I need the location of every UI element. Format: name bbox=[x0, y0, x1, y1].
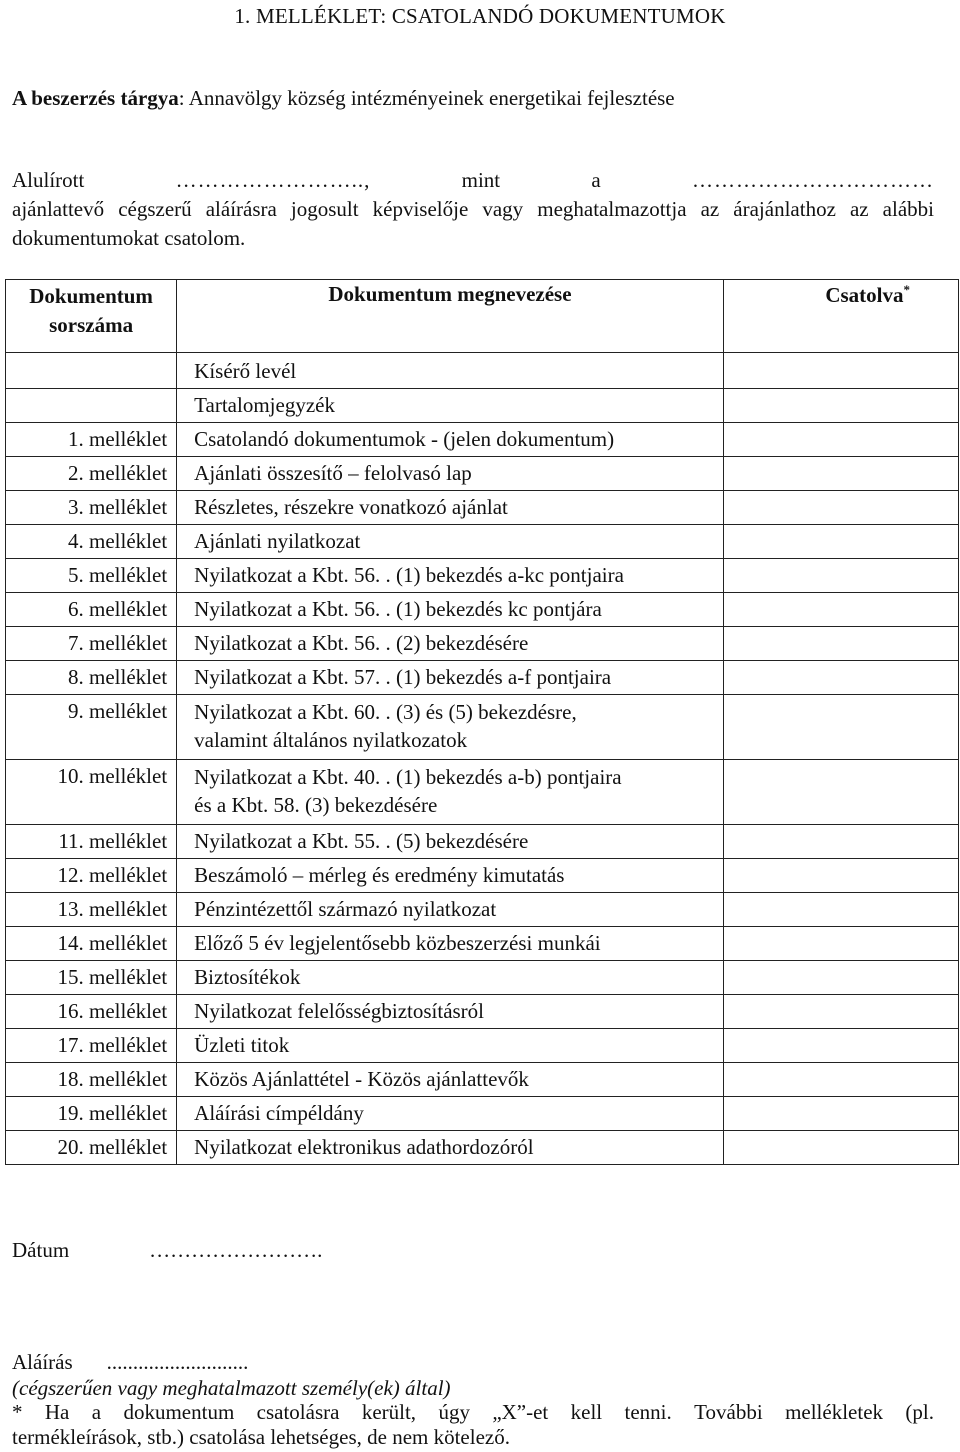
doc-number-cell bbox=[6, 353, 177, 389]
attached-cell bbox=[723, 1131, 958, 1165]
doc-name-cell bbox=[177, 457, 724, 491]
footnote-word: dokumentum bbox=[123, 1400, 235, 1424]
attached-cell bbox=[723, 661, 958, 695]
table-row bbox=[6, 661, 959, 695]
doc-number-cell: 1. melléklet bbox=[6, 423, 177, 457]
attached-cell bbox=[723, 457, 958, 491]
footnote-word: került, bbox=[361, 1400, 417, 1424]
doc-name-cell bbox=[177, 423, 724, 457]
intro-dots-company: …………………………… bbox=[692, 168, 934, 192]
table-row bbox=[6, 859, 959, 893]
doc-number-cell: 15. melléklet bbox=[6, 961, 177, 995]
attached-cell bbox=[723, 961, 958, 995]
doc-number-cell: 3. melléklet bbox=[6, 491, 177, 525]
doc-name-line1: Előző 5 év legjelentősebb közbeszerzési munkái bbox=[194, 931, 601, 955]
doc-number-cell: 17. melléklet bbox=[6, 1029, 177, 1063]
footnote-word: Ha bbox=[44, 1400, 70, 1424]
date-dots: ……………………. bbox=[149, 1238, 323, 1262]
table-row bbox=[6, 389, 959, 423]
header-doc-number bbox=[6, 280, 177, 353]
doc-name-cell bbox=[177, 859, 724, 893]
footnote-word: mellékletek bbox=[785, 1400, 884, 1424]
attached-cell bbox=[723, 559, 958, 593]
doc-name-line1: Nyilatkozat a Kbt. 57. . (1) bekezdés a-f pontjaira bbox=[194, 665, 612, 689]
header-attached bbox=[723, 280, 958, 353]
doc-name-cell bbox=[177, 491, 724, 525]
attached-cell bbox=[723, 491, 958, 525]
doc-name-cell bbox=[177, 893, 724, 927]
page-title: 1. MELLÉKLET: CSATOLANDÓ DOKUMENTUMOK bbox=[234, 4, 726, 28]
intro-word-alulirott: Alulírott bbox=[12, 168, 85, 192]
table-row bbox=[6, 1029, 959, 1063]
attached-cell bbox=[723, 593, 958, 627]
doc-name-cell bbox=[177, 661, 724, 695]
table-row bbox=[6, 627, 959, 661]
doc-number-cell: 11. melléklet bbox=[6, 825, 177, 859]
header-attached-mark: * bbox=[903, 282, 910, 297]
doc-name-line1: Beszámoló – mérleg és eredmény kimutatás bbox=[194, 863, 565, 887]
table-row bbox=[6, 525, 959, 559]
table-row bbox=[6, 491, 959, 525]
doc-name-cell bbox=[177, 961, 724, 995]
documents-table bbox=[5, 279, 959, 1165]
footnote-word: a bbox=[91, 1400, 102, 1424]
footnote-word: (pl. bbox=[905, 1400, 934, 1424]
doc-name-line1: Részletes, részekre vonatkozó ajánlat bbox=[194, 495, 508, 519]
table-row bbox=[6, 423, 959, 457]
header-doc-number-line1: Dokumentum bbox=[29, 284, 153, 308]
doc-name-cell bbox=[177, 695, 724, 760]
doc-name-line1: Nyilatkozat a Kbt. 56. . (2) bekezdésére bbox=[194, 631, 529, 655]
doc-name-line1: Csatolandó dokumentumok - (jelen dokumentum) bbox=[194, 427, 615, 451]
doc-name-line1: Nyilatkozat a Kbt. 40. . (1) bekezdés a-b) pontjaira bbox=[194, 765, 622, 789]
footnote-word: kell bbox=[570, 1400, 603, 1424]
intro-dots-name: …………………….., bbox=[175, 168, 371, 192]
subject-label: A beszerzés tárgya bbox=[12, 86, 179, 110]
attached-cell bbox=[723, 1029, 958, 1063]
footnote bbox=[12, 1400, 934, 1450]
doc-name-cell bbox=[177, 1097, 724, 1131]
attached-cell bbox=[723, 627, 958, 661]
doc-name-line1: Nyilatkozat a Kbt. 56. . (1) bekezdés a-kc pontjaira bbox=[194, 563, 624, 587]
footnote-word: „X”-et bbox=[492, 1400, 549, 1424]
date-label: Dátum bbox=[12, 1238, 70, 1262]
attached-cell bbox=[723, 525, 958, 559]
doc-name-cell bbox=[177, 525, 724, 559]
doc-name-line1: Nyilatkozat felelősségbiztosításról bbox=[194, 999, 485, 1023]
doc-name-cell bbox=[177, 995, 724, 1029]
doc-number-cell: 2. melléklet bbox=[6, 457, 177, 491]
doc-number-cell: 10. melléklet bbox=[6, 760, 177, 825]
intro-rest: ajánlattevő cégszerű aláírásra jogosult képviselője vagy meghatalmazottja az árajánlathoz az alábbi dokumentumokat csatolom. bbox=[12, 197, 934, 250]
doc-number-cell: 9. melléklet bbox=[6, 695, 177, 760]
table-row bbox=[6, 1131, 959, 1165]
intro-word-mint: mint bbox=[461, 168, 501, 192]
doc-name-cell bbox=[177, 1063, 724, 1097]
table-row bbox=[6, 695, 959, 760]
subject-value: : Annavölgy község intézményeinek energetikai fejlesztése bbox=[178, 86, 675, 110]
doc-number-cell: 13. melléklet bbox=[6, 893, 177, 927]
doc-name-line1: Ajánlati összesítő – felolvasó lap bbox=[194, 461, 472, 485]
table-row bbox=[6, 1063, 959, 1097]
doc-number-cell: 19. melléklet bbox=[6, 1097, 177, 1131]
signature-line bbox=[12, 1350, 248, 1375]
attached-cell bbox=[723, 1097, 958, 1131]
doc-name-line1: Nyilatkozat a Kbt. 56. . (1) bekezdés kc pontjára bbox=[194, 597, 602, 621]
attached-cell bbox=[723, 927, 958, 961]
doc-name-line1: Biztosítékok bbox=[194, 965, 301, 989]
attached-cell bbox=[723, 825, 958, 859]
doc-name-line1: Ajánlati nyilatkozat bbox=[194, 529, 361, 553]
attached-cell bbox=[723, 353, 958, 389]
table-row bbox=[6, 353, 959, 389]
intro-word-a: a bbox=[591, 168, 601, 192]
doc-name-line1: Aláírási címpéldány bbox=[194, 1101, 364, 1125]
footnote-word: csatolásra bbox=[256, 1400, 340, 1424]
doc-name-cell bbox=[177, 1131, 724, 1165]
doc-name-cell bbox=[177, 593, 724, 627]
table-row bbox=[6, 927, 959, 961]
attached-cell bbox=[723, 1063, 958, 1097]
table-row bbox=[6, 995, 959, 1029]
doc-number-cell: 18. melléklet bbox=[6, 1063, 177, 1097]
table-row bbox=[6, 457, 959, 491]
doc-name-cell: Tartalomjegyzék bbox=[177, 389, 724, 423]
attached-cell bbox=[723, 760, 958, 825]
footnote-line1 bbox=[12, 1400, 934, 1425]
doc-name-line1: Nyilatkozat elektronikus adathordozóról bbox=[194, 1135, 534, 1159]
doc-number-cell bbox=[6, 389, 177, 423]
doc-name-cell: Kísérő levél bbox=[177, 353, 724, 389]
doc-name-cell bbox=[177, 825, 724, 859]
signature-dots: ........................... bbox=[106, 1350, 249, 1374]
attached-cell bbox=[723, 893, 958, 927]
doc-number-cell: 8. melléklet bbox=[6, 661, 177, 695]
doc-name-cell bbox=[177, 760, 724, 825]
doc-name-cell bbox=[177, 927, 724, 961]
intro-paragraph bbox=[12, 166, 934, 253]
doc-number-cell: 14. melléklet bbox=[6, 927, 177, 961]
table-header-row bbox=[6, 280, 959, 353]
doc-name-line1: Nyilatkozat a Kbt. 60. . (3) és (5) bekezdésre, bbox=[194, 700, 577, 724]
doc-number-cell: 20. melléklet bbox=[6, 1131, 177, 1165]
footnote-word: tenni. bbox=[624, 1400, 672, 1424]
attached-cell bbox=[723, 995, 958, 1029]
subject-line bbox=[12, 86, 675, 111]
doc-name-line1: Üzleti titok bbox=[194, 1033, 290, 1057]
signature-caption: (cégszerűen vagy meghatalmazott személy(ek) által) bbox=[12, 1376, 451, 1400]
date-line bbox=[12, 1238, 322, 1263]
doc-name-line1: Nyilatkozat a Kbt. 55. . (5) bekezdésére bbox=[194, 829, 529, 853]
attached-cell bbox=[723, 695, 958, 760]
doc-name-line2: valamint általános nyilatkozatok bbox=[194, 728, 468, 752]
table-row bbox=[6, 825, 959, 859]
doc-number-cell: 5. melléklet bbox=[6, 559, 177, 593]
doc-number-cell: 6. melléklet bbox=[6, 593, 177, 627]
signature-label: Aláírás bbox=[12, 1350, 73, 1374]
table-row bbox=[6, 1097, 959, 1131]
footnote-line2: termékleírások, stb.) csatolása lehetséges, de nem kötelező. bbox=[12, 1425, 510, 1449]
doc-name-cell bbox=[177, 627, 724, 661]
header-doc-number-line2: sorszáma bbox=[49, 313, 134, 337]
footnote-word: úgy bbox=[438, 1400, 470, 1424]
doc-number-cell: 12. melléklet bbox=[6, 859, 177, 893]
footnote-word: További bbox=[694, 1400, 763, 1424]
doc-number-cell: 4. melléklet bbox=[6, 525, 177, 559]
table-row bbox=[6, 593, 959, 627]
table-row bbox=[6, 893, 959, 927]
doc-name-line1: Közös Ajánlattétel - Közös ajánlattevők bbox=[194, 1067, 529, 1091]
doc-name-cell bbox=[177, 559, 724, 593]
doc-number-cell: 16. melléklet bbox=[6, 995, 177, 1029]
doc-name-cell bbox=[177, 1029, 724, 1063]
doc-name-line2: és a Kbt. 58. (3) bekezdésére bbox=[194, 793, 438, 817]
table-row bbox=[6, 961, 959, 995]
attached-cell bbox=[723, 859, 958, 893]
doc-name-line1: Pénzintézettől származó nyilatkozat bbox=[194, 897, 497, 921]
attached-cell bbox=[723, 423, 958, 457]
footnote-word: * bbox=[12, 1400, 23, 1424]
table-row bbox=[6, 760, 959, 825]
header-doc-name: Dokumentum megnevezése bbox=[177, 280, 724, 353]
header-attached-label: Csatolva bbox=[825, 283, 904, 307]
attached-cell bbox=[723, 389, 958, 423]
doc-number-cell: 7. melléklet bbox=[6, 627, 177, 661]
table-row bbox=[6, 559, 959, 593]
